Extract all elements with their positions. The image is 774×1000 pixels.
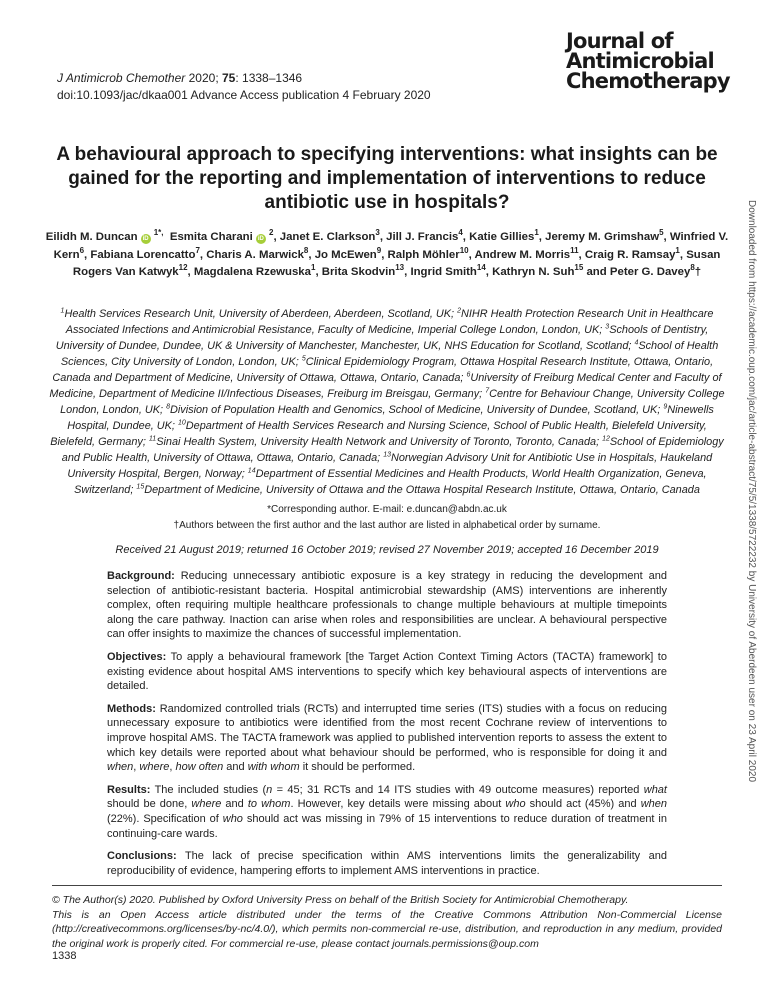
correspondence-block xyxy=(40,502,734,534)
results-emph: what xyxy=(643,783,667,796)
author-sup: 1 xyxy=(675,245,680,255)
affil-sup: 6 xyxy=(466,371,471,379)
results-emph: n xyxy=(266,783,273,796)
results-label: Results: xyxy=(107,783,151,796)
affil-sup: 3 xyxy=(605,323,610,331)
author-name[interactable]: , Ralph Möhler xyxy=(381,248,460,261)
results-text: should act (45%) and xyxy=(525,798,641,811)
citation-pages: : 1338–1346 xyxy=(235,71,303,85)
license-footer xyxy=(52,893,722,951)
affiliation: Department of Medicine, University of Ottawa and the Ottawa Hospital Research Institute, Ottawa, Ontario, Canada xyxy=(144,484,700,496)
affil-sup: 13 xyxy=(383,451,391,459)
affiliations xyxy=(44,306,730,498)
dagger-note: †Authors between the first author and the last author are listed in alphabetical order by surname. xyxy=(173,520,601,531)
author-sup: 8 xyxy=(303,245,309,255)
citation-volume: 75 xyxy=(222,71,236,85)
author-name[interactable]: , Susan Rogers Van Katwyk xyxy=(72,248,721,278)
methods-text: , xyxy=(133,761,140,774)
dagger-mark: † xyxy=(694,266,702,278)
download-sidenote xyxy=(746,200,763,783)
affiliation: School of Epidemiology and Public Health, University of Ottawa, Ottawa, Ontario, Canada; xyxy=(61,436,724,464)
author-name[interactable]: , Brita Skodvin xyxy=(315,266,396,278)
affil-sup: 14 xyxy=(247,467,256,475)
journal-abbrev: J Antimicrob Chemother xyxy=(57,71,186,85)
abstract-background xyxy=(107,569,667,642)
author-name[interactable]: Esmita Charani xyxy=(169,231,253,243)
affil-sup: 10 xyxy=(177,419,186,427)
author-sup: 13 xyxy=(395,263,405,273)
results-emph: where xyxy=(191,798,222,811)
received-dates: Received 21 August 2019; returned 16 October 2019; revised 27 November 2019; accepted 16 December 2019 xyxy=(115,544,659,556)
abstract-objectives xyxy=(107,650,667,694)
methods-emph: how often xyxy=(175,761,224,774)
affil-sup: 11 xyxy=(148,435,157,443)
author-sup: 11 xyxy=(570,245,579,255)
results-text: = 45; 31 RCTs and 14 ITS studies with 49 outcome measures) reported xyxy=(272,783,644,796)
author-sup: 8 xyxy=(690,263,695,273)
orcid-icon[interactable]: iD xyxy=(142,236,149,242)
methods-emph: where xyxy=(139,761,170,774)
affil-sup: 9 xyxy=(663,403,668,411)
author-name[interactable]: , Jill J. Francis xyxy=(379,231,459,243)
citation-line xyxy=(57,70,431,87)
results-emph: who xyxy=(222,812,243,825)
orcid-icon[interactable]: iD xyxy=(257,236,264,242)
author-sup: 3 xyxy=(375,228,380,238)
citation-year: 2020; xyxy=(188,71,219,85)
results-text: . However, key details were missing about xyxy=(290,798,506,811)
objectives-text: To apply a behavioural framework [the Target Action Context Timing Actors (TACTA) framework] to existing evidence about hospital AMS interventions to specify which key behavioural aspects of interventions are detailed. xyxy=(107,650,667,693)
author-name[interactable]: , Magdalena Rzewuska xyxy=(187,266,311,278)
results-text: (22%). Specification of xyxy=(107,812,223,825)
methods-text: it should be performed. xyxy=(299,761,416,774)
affiliation: Division of Population Health and Genomics, School of Medicine, University of Dundee, Scotland, UK; xyxy=(169,404,664,416)
author-sup: 1*, xyxy=(153,228,164,238)
logo-line-2: Antimicrobial xyxy=(566,49,714,73)
results-text: and xyxy=(221,798,248,811)
affil-sup: 5 xyxy=(301,355,306,363)
affiliation: Sinai Health System, University Health Network and University of Toronto, Toronto, Canada; xyxy=(156,436,603,448)
abstract-conclusions xyxy=(107,849,667,878)
author-list xyxy=(40,229,734,282)
affiliation: NIHR Health Protection Research Unit in Healthcare Associated Infections and Antimicrobial Resistance, Faculty of Medicine, Imperial College London, London, UK; xyxy=(65,308,714,336)
methods-emph: when xyxy=(107,761,134,774)
abstract xyxy=(107,569,667,886)
abstract-methods xyxy=(107,702,667,775)
affiliation: Department of Health Services Research and Nursing Science, School of Public Health, Bielefeld University, Bielefeld, Germany; xyxy=(50,420,707,448)
author-name[interactable]: , Fabiana Lorencatto xyxy=(84,248,196,261)
results-text: should be done, xyxy=(107,798,192,811)
author-name[interactable]: , Jeremy M. Grimshaw xyxy=(538,231,660,243)
author-name[interactable]: , Craig R. Ramsay xyxy=(578,248,676,261)
author-name[interactable]: , Kathryn N. Suh xyxy=(485,266,575,278)
author-sup: 4 xyxy=(458,228,463,238)
author-sup: 9 xyxy=(376,245,382,255)
affil-sup: 8 xyxy=(166,403,170,411)
affiliation: Norwegian Advisory Unit for Antibiotic Use in Hospitals, Haukeland University Hospital, Bergen, Norway; xyxy=(67,452,713,480)
methods-text: , xyxy=(169,761,176,774)
affiliation: Ninewells Hospital, Dundee, UK; xyxy=(67,404,714,432)
author-name[interactable]: , Winfried V. Kern xyxy=(53,231,729,261)
methods-text: and xyxy=(223,761,248,774)
copyright-line: © The Author(s) 2020. Published by Oxford University Press on behalf of the British Society for Antimicrobial Chemotherapy. xyxy=(52,894,629,906)
doi-line[interactable]: doi:10.1093/jac/dkaa001 Advance Access publication 4 February 2020 xyxy=(57,88,431,102)
logo-line-1: Journal of xyxy=(566,29,673,53)
author-sup: 10 xyxy=(459,245,469,255)
license-text[interactable]: This is an Open Access article distributed under the terms of the Creative Commons Attribution Non-Commercial License (http://creativecommons.org/licenses/by-nc/4.0/), which permits non-commercial re-use, distribution, and reproduction in any medium, provided the original work is properly cited. For commercial re-use, please contact journals.permissions@oup.com xyxy=(52,908,722,950)
affil-sup: 1 xyxy=(60,307,65,315)
affiliation: Health Services Research Unit, University of Aberdeen, Aberdeen, Scotland, UK; xyxy=(64,308,458,320)
background-text: Reducing unnecessary antibiotic exposure is a key strategy in reducing the development and selection of antibiotic-resistant bacteria. Hospital antimicrobial stewardship (AMS) interventions are inherently complex, often requiring multiple healthcare professionals to change multiple behaviours at multiple timepoints along the care pathway. Inaction can arise when roles and responsibilities are unclear. A behavioural perspective can offer insights to maximize the chances of successful implementation. xyxy=(107,570,667,641)
affiliation: Clinical Epidemiology Program, Ottawa Hospital Research Institute, Ottawa, Ontario, Canada and Department of Medicine, University of Ottawa, Ottawa, Ontario, Canada; xyxy=(52,356,714,384)
author-sup: 6 xyxy=(79,245,85,255)
article-title: A behavioural approach to specifying interventions: what insights can be gained for the reporting and implementation of interventions to reduce antibiotic use in hospitals? xyxy=(56,144,718,213)
affil-sup: 7 xyxy=(485,387,490,395)
author-sup: 1 xyxy=(534,228,539,238)
affil-sup: 4 xyxy=(634,339,639,347)
methods-emph: with whom xyxy=(247,761,300,774)
journal-logo xyxy=(566,31,730,91)
affiliation: Department of Essential Medicines and Health Products, World Health Organization, Geneva, Switzerland; xyxy=(74,468,707,496)
author-name[interactable]: and Peter G. Davey xyxy=(583,266,691,278)
author-sup: 15 xyxy=(574,263,584,273)
page-number: 1338 xyxy=(52,950,77,962)
author-name[interactable]: , Andrew M. Morris xyxy=(468,248,571,261)
methods-text: Randomized controlled trials (RCTs) and interrupted time series (ITS) studies with a focus on reducing unnecessary exposure to antibiotics were identified from the most recent Cochrane review of interventions to improve hospital AMS. The TACTA framework was applied to published intervention reports to assess the extent to which key details were reported about what behaviour should be performed, who is responsible for doing it and xyxy=(107,702,667,759)
author-sup: 1 xyxy=(310,263,316,273)
abstract-results xyxy=(107,783,667,841)
author-name[interactable]: , Katie Gillies xyxy=(462,231,535,243)
author-name[interactable]: Eilidh M. Duncan xyxy=(45,231,138,243)
background-label: Background: xyxy=(107,570,175,582)
author-name[interactable]: , Charis A. Marwick xyxy=(199,248,304,261)
author-sup: 5 xyxy=(659,228,664,238)
footer-divider xyxy=(52,885,722,886)
methods-label: Methods: xyxy=(107,702,156,715)
affiliation: University of Freiburg Medical Center and Faculty of Medicine, Department of Medicine II/Infectious Diseases, Freiburg im Breisgau, Germany; xyxy=(49,372,722,400)
objectives-label: Objectives: xyxy=(107,650,167,663)
author-sup: 7 xyxy=(195,245,200,255)
citation-header xyxy=(57,70,431,104)
affil-sup: 2 xyxy=(457,307,462,315)
author-sup: 14 xyxy=(476,263,486,273)
results-emph: when xyxy=(640,798,668,811)
logo-line-3: Chemotherapy xyxy=(566,69,730,93)
affiliation: Centre for Behaviour Change, University College London, London, UK; xyxy=(60,388,725,416)
author-name[interactable]: , Jo McEwen xyxy=(308,248,377,261)
affiliation: School of Health Sciences, City University of London, London, UK; xyxy=(60,340,719,368)
results-text: The included studies ( xyxy=(150,783,267,796)
sidenote-text[interactable]: Downloaded from https://academic.oup.com/jac/article-abstract/75/5/1338/5722232 by University of Aberdeen user on 23 April 2020 xyxy=(746,200,757,783)
affiliation: Schools of Dentistry, University of Dundee, Dundee, UK & University of Manchester, Manchester, UK, NHS Education for Scotland, Scotland; xyxy=(55,324,709,352)
author-name[interactable]: , Janet E. Clarkson xyxy=(273,231,376,243)
author-name[interactable]: , Ingrid Smith xyxy=(404,266,477,278)
results-emph: who xyxy=(505,798,526,811)
results-text: should act was missing in 79% of 15 interventions to reduce duration of treatment in continuing-care wards. xyxy=(107,812,667,840)
author-sup: 2 xyxy=(268,228,274,238)
conclusions-label: Conclusions: xyxy=(107,850,177,863)
conclusions-text: The lack of precise specification within AMS interventions limits the generalizability and reproducibility of evidence, hampering efforts to implement AMS interventions in practice. xyxy=(107,850,667,877)
corresponding-author[interactable]: *Corresponding author. E-mail: e.duncan@abdn.ac.uk xyxy=(267,504,507,515)
author-sup: 12 xyxy=(178,263,188,273)
results-emph: to whom xyxy=(247,798,291,811)
affil-sup: 12 xyxy=(602,435,610,443)
affil-sup: 15 xyxy=(136,483,145,491)
